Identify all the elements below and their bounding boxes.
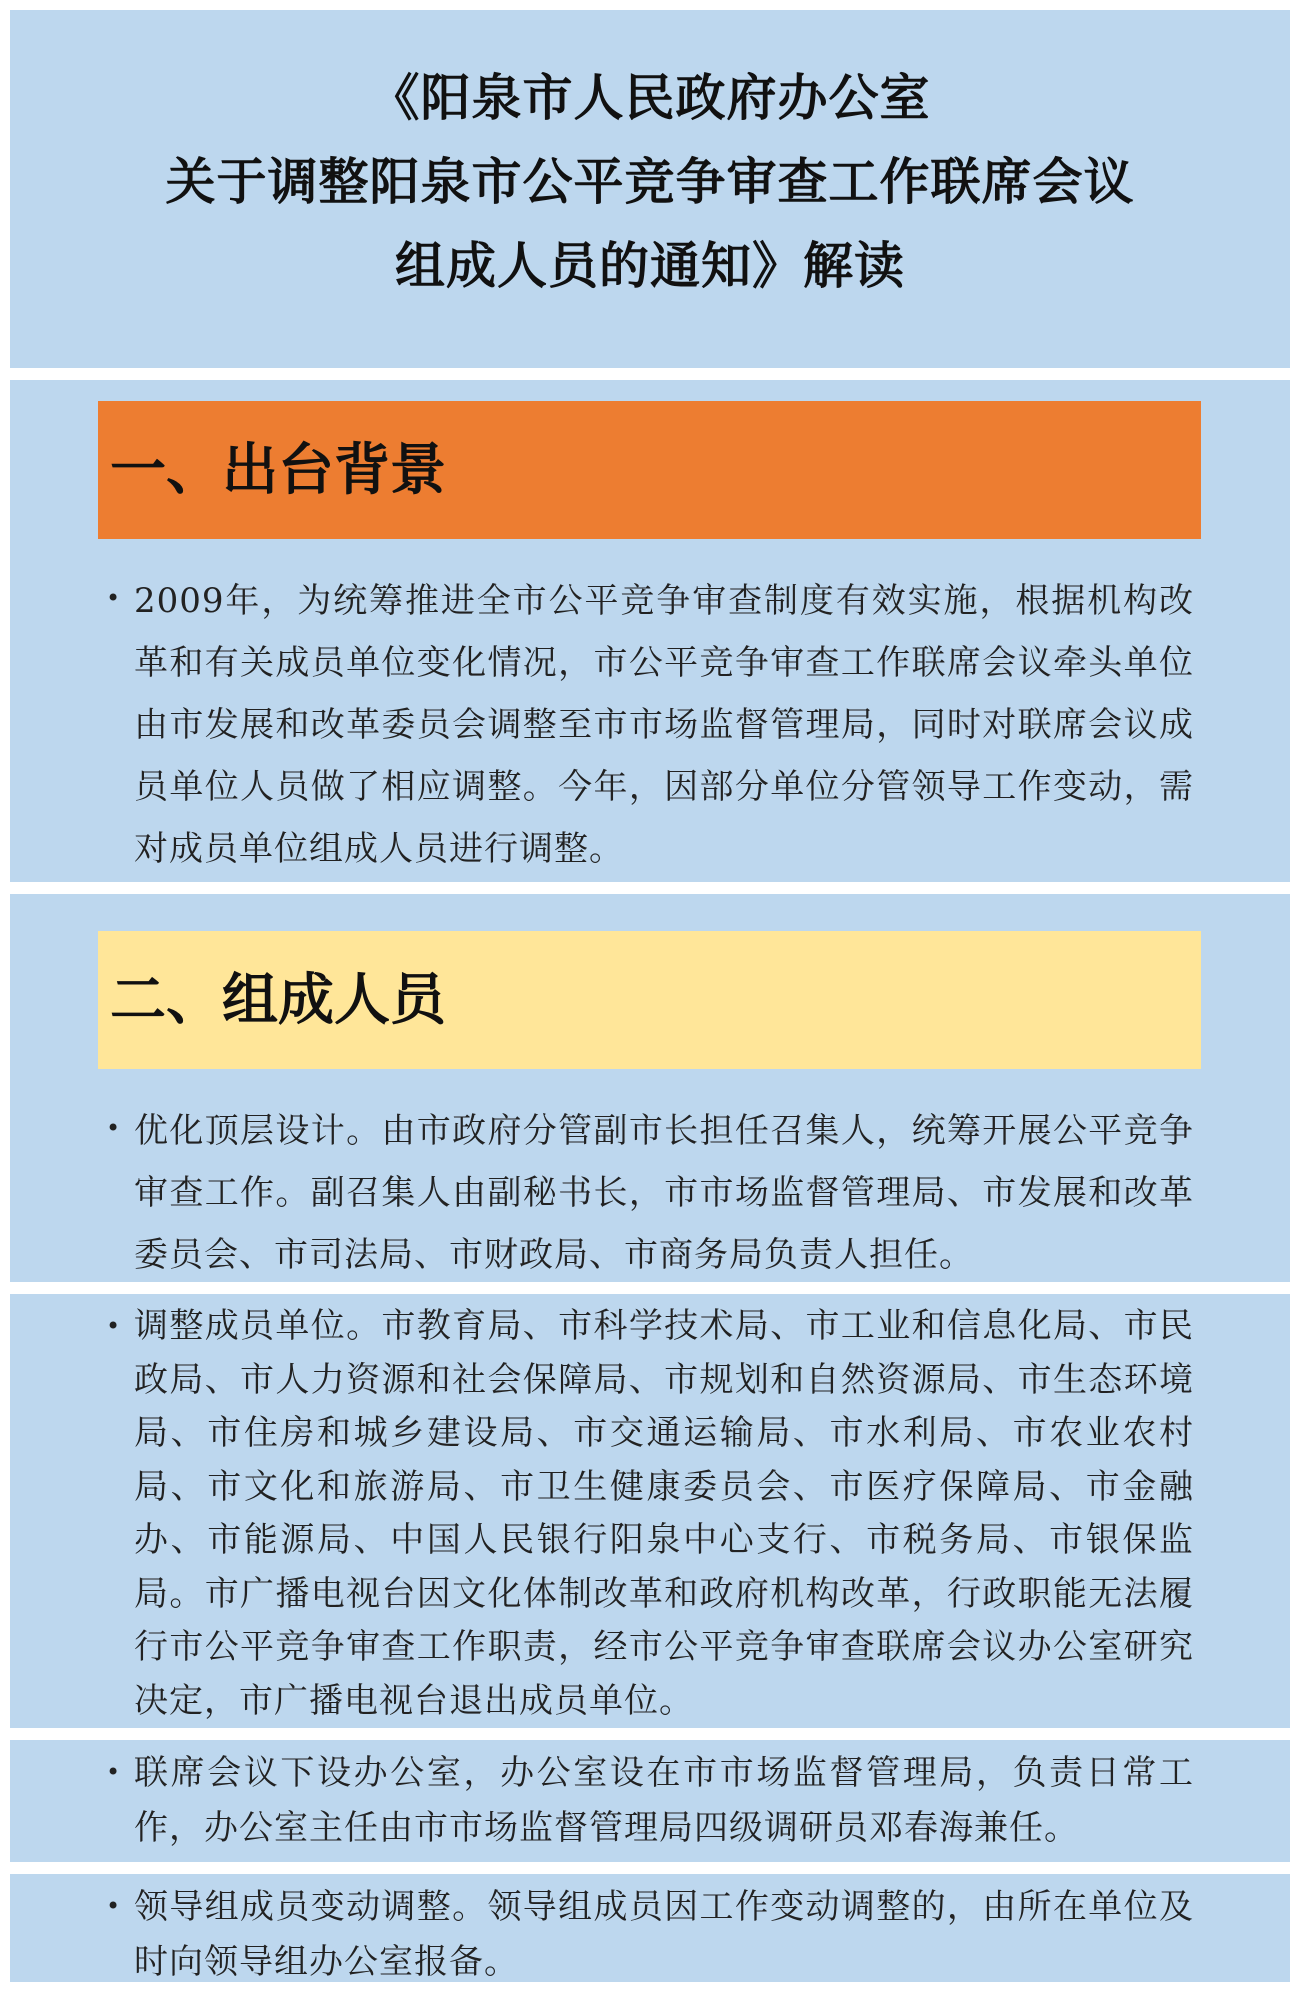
background-paragraph-text: 2009年，为统筹推进全市公平竞争审查制度有效实施，根据机构改革和有关成员单位变化情况，市公平竞争审查工作联席会议牵头单位由市发展和改革委员会调整至市市场监督管理局，同时对联席会议成员单位人员做了相应调整。今年，因部分单位分管领导工作变动，需对成员单位组成人员进行调整。 xyxy=(134,581,1194,869)
members-item-text: 联席会议下设办公室，办公室设在市市场监督管理局，负责日常工作，办公室主任由市市场监督管理局四级调研员邓春海兼任。 xyxy=(134,1753,1194,1848)
section-heading-members xyxy=(98,931,1201,1069)
bullet-icon: • xyxy=(106,1892,121,1920)
bullet-icon: • xyxy=(106,1114,121,1142)
members-item-text: 领导组成员变动调整。领导组成员因工作变动调整的，由所在单位及时向领导组办公室报备。 xyxy=(134,1887,1194,1982)
document-title-line-2: 关于调整阳泉市公平竞争审查工作联席会议 xyxy=(165,152,1135,211)
bullet-icon: • xyxy=(106,1312,121,1340)
section-heading-title: 二、组成人员 xyxy=(110,967,446,1033)
members-item-text: 优化顶层设计。由市政府分管副市长担任召集人，统筹开展公平竞争审查工作。副召集人由副秘书长，市市场监督管理局、市发展和改革委员会、市司法局、市财政局、市商务局负责人担任。 xyxy=(134,1111,1194,1275)
bullet-icon: • xyxy=(106,1758,121,1786)
document-title-line-3: 组成人员的通知》解读 xyxy=(395,236,905,295)
section-heading-title: 一、出台背景 xyxy=(110,437,446,503)
section-heading-background xyxy=(98,401,1201,539)
members-item-text: 调整成员单位。市教育局、市科学技术局、市工业和信息化局、市民政局、市人力资源和社会保障局、市规划和自然资源局、市生态环境局、市住房和城乡建设局、市交通运输局、市水利局、市农业农村局、市文化和旅游局、市卫生健康委员会、市医疗保障局、市金融办、市能源局、中国人民银行阳泉中心支行、市税务局、市银保监局。市广播电视台因文化体制改革和政府机构改革，行政职能无法履行市公平竞争审查工作职责，经市公平竞争审查联席会议办公室研究决定，市广播电视台退出成员单位。 xyxy=(134,1306,1194,1721)
bullet-icon: • xyxy=(106,584,121,612)
document-title-line-1: 《阳泉市人民政府办公室 xyxy=(369,68,931,127)
